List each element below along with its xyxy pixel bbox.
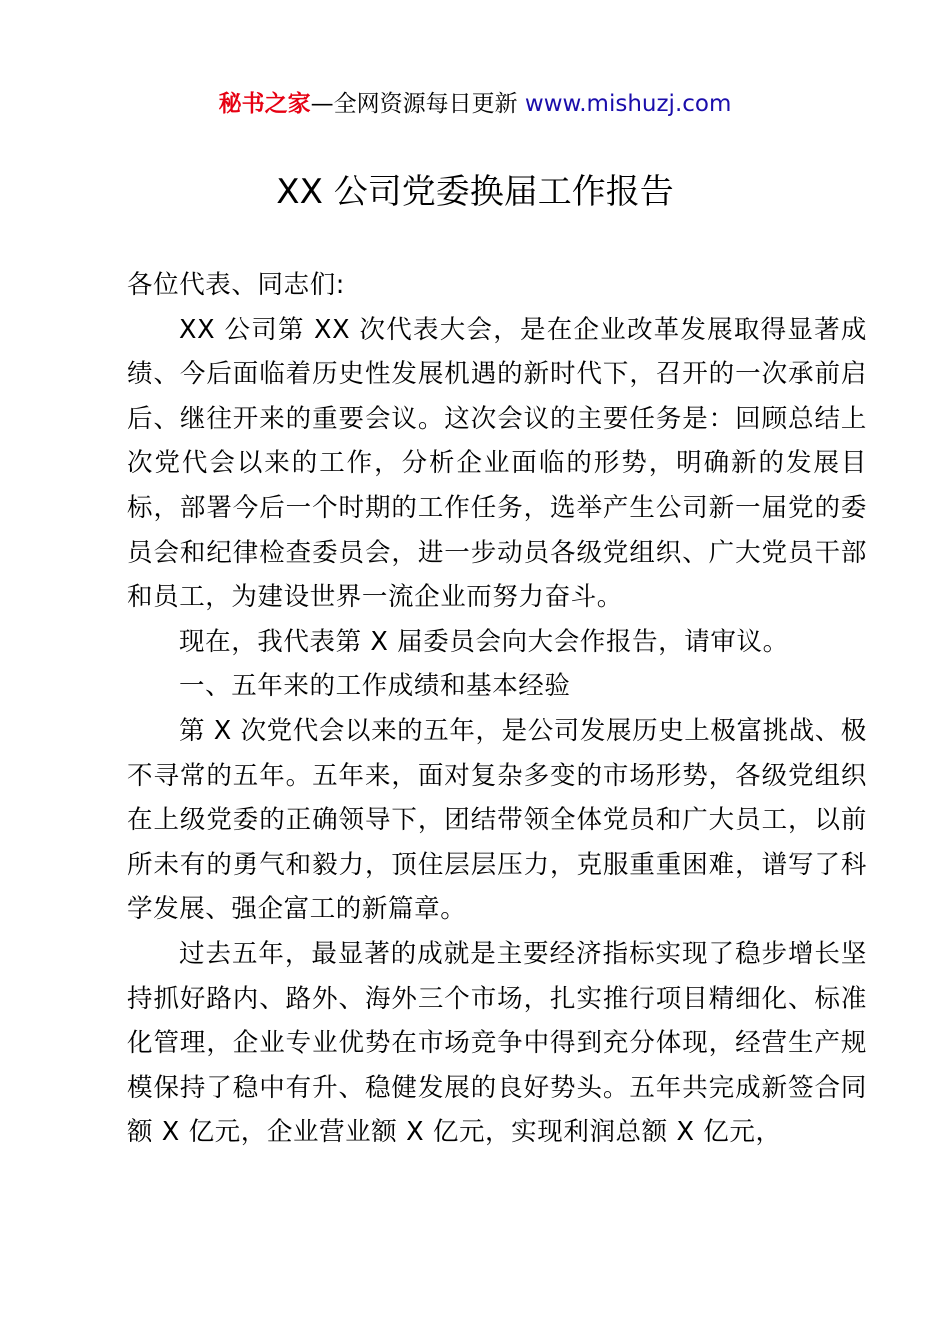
paragraph-five-years: 第 X 次党代会以来的五年，是公司发展历史上极富挑战、极不寻常的五年。五年来，面对复杂多变的市场形势，各级党组织在上级党委的正确领导下，团结带领全体党员和广大员工，以前所未有的勇气和毅力，顶住层层压力，克服重重困难，谱写了科学发展、强企富工的新篇章。 [127, 715, 867, 925]
section-heading-1: 一、五年来的工作成绩和基本经验 [179, 671, 571, 702]
paragraph-intro: XX 公司第 XX 次代表大会，是在企业改革发展取得显著成绩、今后面临着历史性发展机遇的新时代下，召开的一次承前启后、继往开来的重要会议。这次会议的主要任务是：回顾总结上次党代会以来的工作，分析企业面临的形势，明确新的发展目标，部署今后一个时期的工作任务，选举产生公司新一届党的委员会和纪律检查委员会，进一步动员各级党组织、广大党员干部和员工，为建设世界一流企业而努力奋斗。 [127, 314, 867, 613]
site-url-link[interactable]: www.mishuzj.com [524, 91, 732, 117]
paragraph-report-statement: 现在，我代表第 X 届委员会向大会作报告，请审议。 [179, 626, 789, 657]
site-banner [0, 88, 950, 120]
document-body [127, 263, 867, 1155]
banner-tagline: —全网资源每日更新 [310, 91, 518, 117]
salutation: 各位代表、同志们: [127, 270, 345, 300]
paragraph-achievements: 过去五年，最显著的成就是主要经济指标实现了稳步增长坚持抓好路内、路外、海外三个市场，扎实推行项目精细化、标准化管理，企业专业优势在市场竞争中得到充分体现，经营生产规模保持了稳中有升、稳健发展的良好势头。五年共完成新签合同额 X 亿元，企业营业额 X 亿元，实现利润总额 X 亿元， [127, 938, 867, 1148]
document-title: XX 公司党委换届工作报告 [276, 172, 674, 212]
brand-name: 秘书之家 [218, 91, 311, 117]
